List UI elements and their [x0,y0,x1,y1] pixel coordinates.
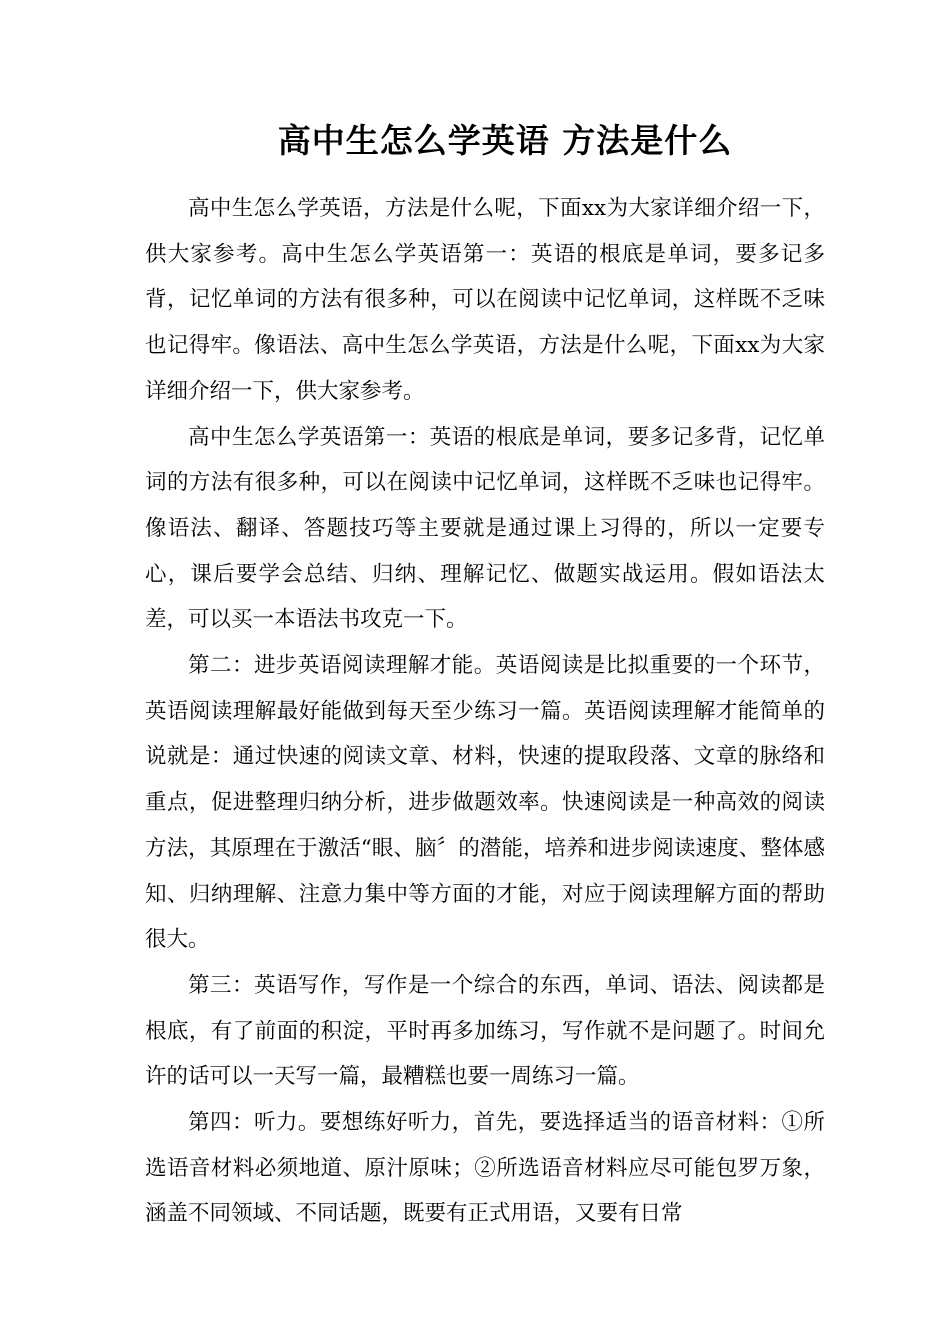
paragraph-first-vocabulary: 高中生怎么学英语第一：英语的根底是单词，要多记多背，记忆单词的方法有很多种，可以在阅读中记忆单词，这样既不乏味也记得牢。像语法、翻译、答题技巧等主要就是通过课上习得的，所以一定要专心，课后要学会总结、归纳、理解记忆、做题实战运用。假如语法太差，可以买一本语法书攻克一下。 [145,424,825,633]
paragraph-intro: 高中生怎么学英语，方法是什么呢，下面xx为大家详细介绍一下，供大家参考。高中生怎么学英语第一：英语的根底是单词，要多记多背，记忆单词的方法有很多种，可以在阅读中记忆单词，这样既不乏味也记得牢。像语法、高中生怎么学英语，方法是什么呢，下面xx为大家详细介绍一下，供大家参考。 [145,196,825,404]
document-body [145,186,825,1237]
document-title: 高中生怎么学英语 方法是什么 [277,121,733,160]
paragraph-fourth-listening: 第四：听力。要想练好听力，首先，要选择适当的语音材料：①所选语音材料必须地道、原汁原味；②所选语音材料应尽可能包罗万象，涵盖不同领域、不同话题，既要有正式用语，又要有日常 [145,1110,825,1227]
paragraph-second-reading: 第二：进步英语阅读理解才能。英语阅读是比拟重要的一个环节，英语阅读理解最好能做到每天至少练习一篇。英语阅读理解才能简单的说就是：通过快速的阅读文章、材料，快速的提取段落、文章的脉络和重点，促进整理归纳分析，进步做题效率。快速阅读是一种高效的阅读方法，其原理在于激活“眼、脑〞的潜能，培养和进步阅读速度、整体感知、归纳理解、注意力集中等方面的才能，对应于阅读理解方面的帮助很大。 [145,653,825,953]
paragraph-third-writing: 第三：英语写作，写作是一个综合的东西，单词、语法、阅读都是根底，有了前面的积淀，平时再多加练习，写作就不是问题了。时间允许的话可以一天写一篇，最糟糕也要一周练习一篇。 [145,972,825,1090]
